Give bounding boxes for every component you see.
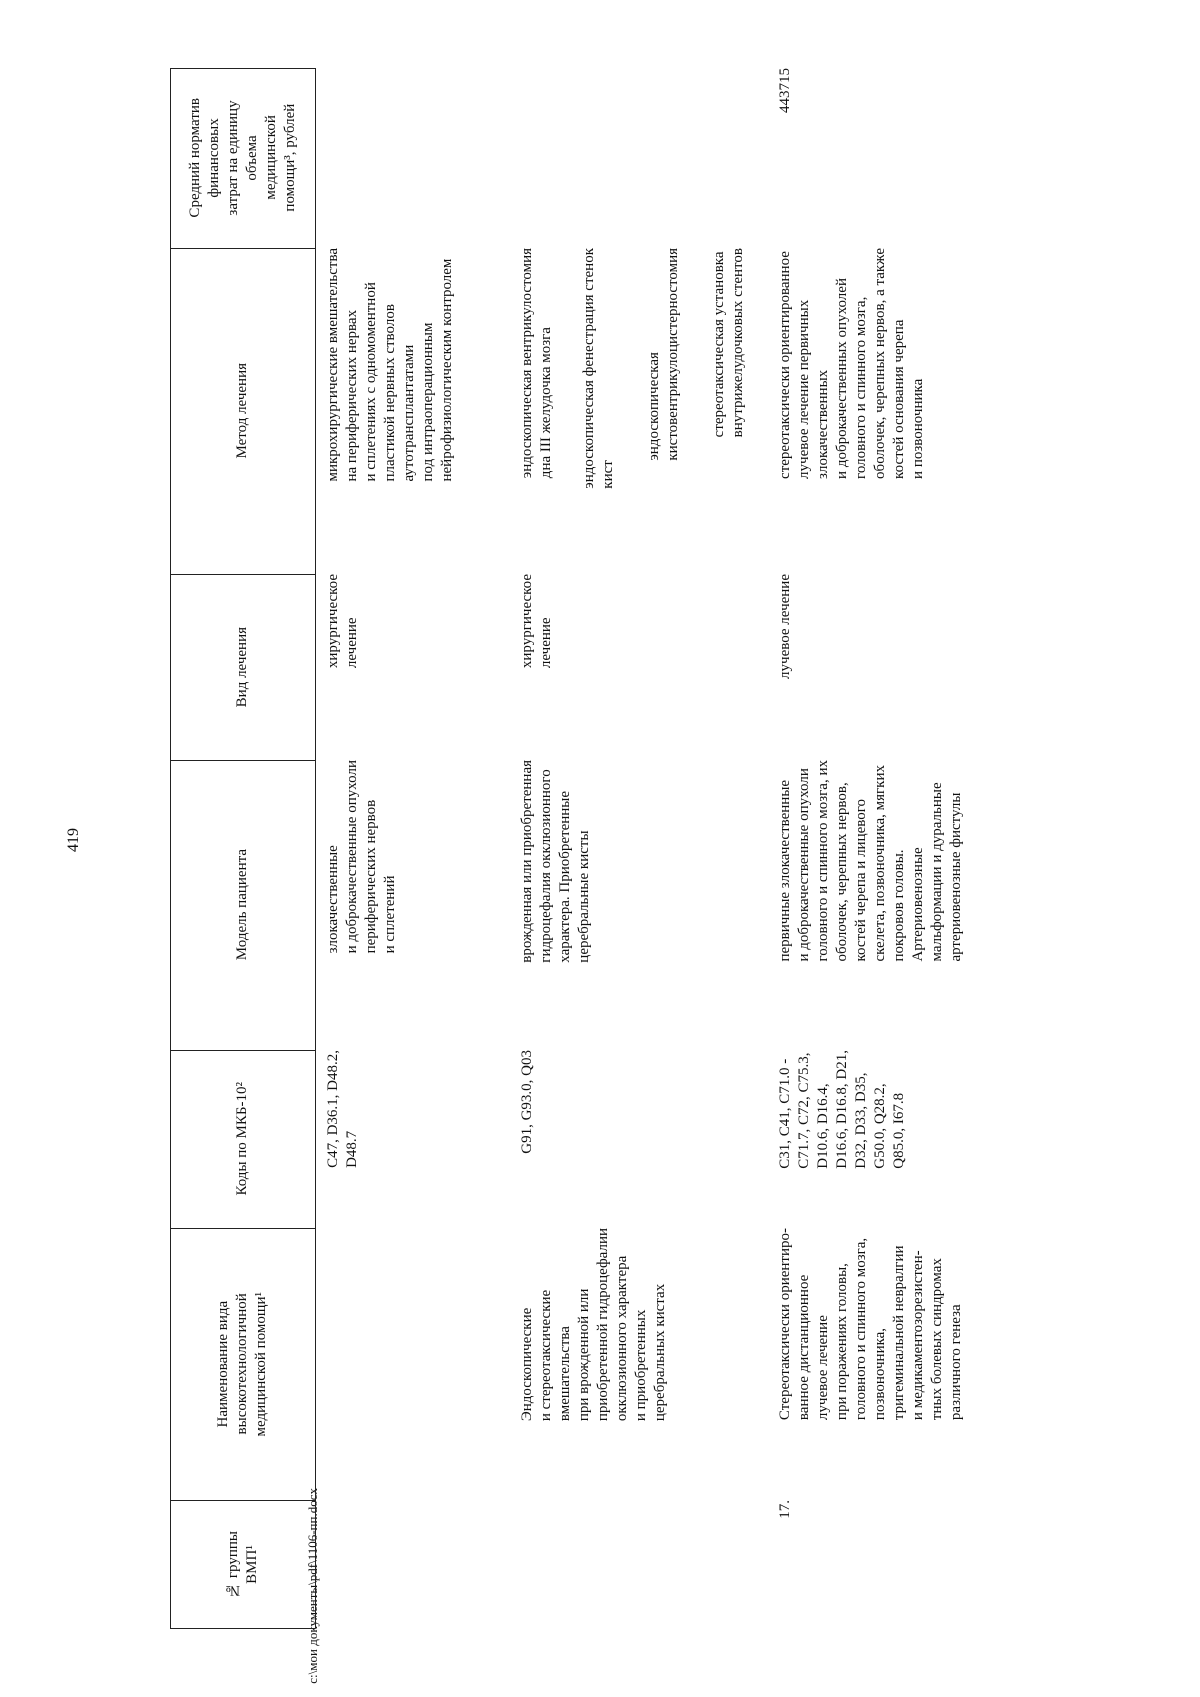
table-row-1-model: врожденная или приобретенная гидроцефалия окклюзионного характера. Приобретенные церебральные кисты bbox=[519, 760, 592, 963]
table-row-0-method-0: микрохирургические вмешательства на периферических нервах и сплетениях с одномоментной пластикой нервных стволов аутотрансплантатами под интраоперационным нейрофизиологическим контролем bbox=[325, 248, 455, 482]
table-row-2-method-0: стереотаксически ориентированное лучевое лечение первичных злокачественных и доброкачественных опухолей головного и спинного мозга, оболочек, черепных нервов, а также костей основания черепа и позвоночника bbox=[777, 248, 926, 479]
table-row-2-cost: 443715 bbox=[777, 68, 793, 113]
table-row-1-method-1: эндоскопическая фенестрация стенок кист bbox=[581, 248, 616, 489]
table-border-bottom bbox=[170, 1628, 315, 1629]
header-method: Метод лечения bbox=[234, 363, 250, 459]
header-patient-model: Модель пациента bbox=[234, 849, 250, 961]
table-row-2-model: первичные злокачественные и доброкачественные опухоли головного и спинного мозга, их оболочек, черепных нервов, костей черепа и лицевого скелета, позвоночника, мягких покровов головы. Артериовенозные мальформации и дуральные артериовенозные фистулы bbox=[777, 760, 964, 962]
table-row-0-model: злокачественные и доброкачественные опухоли периферических нервов и сплетений bbox=[325, 760, 398, 954]
table-row-0-codes: C47, D36.1, D48.2, D48.7 bbox=[325, 1050, 360, 1168]
header-icd-codes: Коды по МКБ-10² bbox=[234, 1082, 250, 1196]
table-row-1-method-2: эндоскопическая кистовентрикулоцистерностомия bbox=[646, 248, 681, 461]
header-treatment-type: Вид лечения bbox=[234, 626, 250, 708]
table-row-1-method-3: стереотаксическая установка внутрижелудочковых стентов bbox=[711, 248, 746, 438]
table-row-1-codes: G91, G93.0, Q03 bbox=[519, 1050, 535, 1154]
table-row-2-group-no: 17. bbox=[777, 1500, 793, 1519]
table-row-2-name: Стереотаксически ориентиро- ванное дистанционное лучевое лечение при поражениях головы, головного и спинного мозга, позвоночника, тригеминальной невралгии и медикаментозорезистен- тных болевых синдромах различного генеза bbox=[777, 1228, 964, 1421]
header-vmp-name: Наименование вида высокотехнологичной медицинской помощи¹ bbox=[215, 1291, 269, 1437]
table-row-1-name: Эндоскопические и стереотаксические вмешательства при врожденной или приобретенной гидроцефалии окклюзионного характера и приобретенных церебральных кистах bbox=[519, 1228, 668, 1422]
footer-file-path: c:\мои документы\pdf\1106-пп.docx bbox=[305, 1488, 320, 1684]
page-number: 419 bbox=[65, 828, 82, 852]
table-row-0-treatment-type: хирургическое лечение bbox=[325, 574, 360, 669]
table-row-1-method-0: эндоскопическая вентрикулостомия дна III желудочка мозга bbox=[519, 248, 554, 479]
table-row-2-codes: C31, C41, C71.0 - C71.7, C72, C75.3, D10.6, D16.4, D16.6, D16.8, D21, D32, D33, D35, G50.0, Q28.2, Q85.0, I67.8 bbox=[777, 1050, 907, 1169]
header-cost: Средний норматив финансовых затрат на единицу объема медицинской помощи³, рублей bbox=[186, 98, 298, 218]
table-row-1-treatment-type: хирургическое лечение bbox=[519, 574, 554, 669]
table-border-header-right bbox=[315, 68, 316, 1628]
table-row-2-treatment-type: лучевое лечение bbox=[777, 574, 793, 679]
header-group-no: № группы ВМП¹ bbox=[224, 1530, 260, 1598]
